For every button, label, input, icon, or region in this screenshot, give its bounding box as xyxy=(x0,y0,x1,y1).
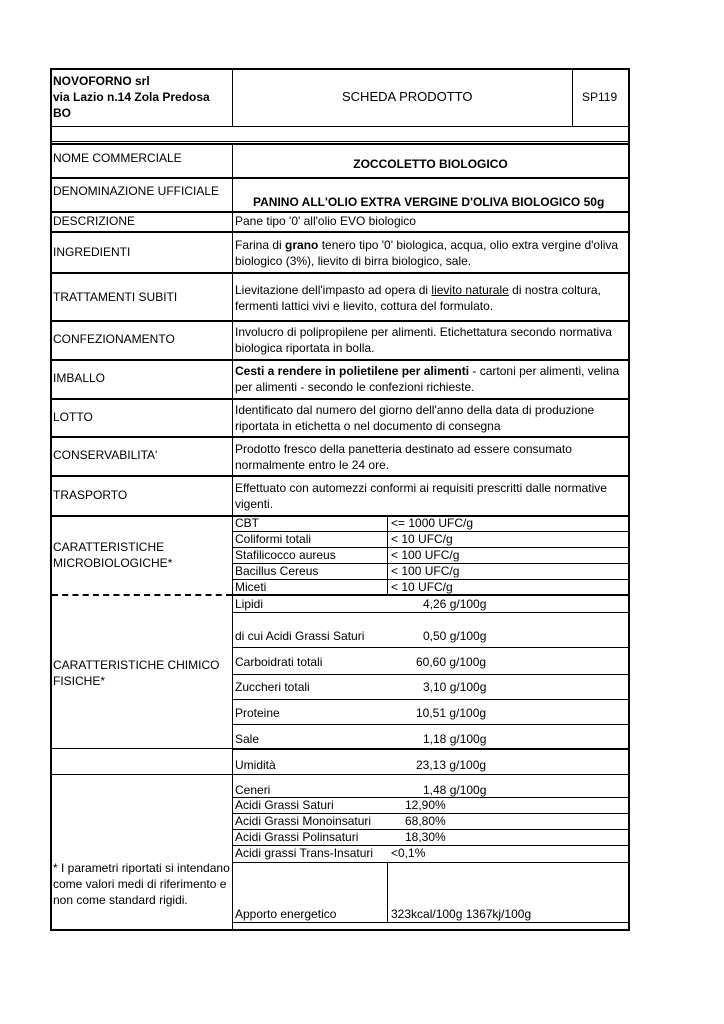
trattamenti-underlined: lievito naturale xyxy=(431,283,509,297)
descrizione-label: DESCRIZIONE xyxy=(53,214,136,228)
chem-row-value: 10,51 g/100g xyxy=(416,706,487,720)
table-border-bottom xyxy=(50,929,630,931)
row-divider xyxy=(50,211,630,213)
micro-row-name: Bacillus Cereus xyxy=(235,564,319,578)
imballo-label: IMBALLO xyxy=(53,371,106,385)
row-divider xyxy=(50,436,630,438)
chem-row-value: 1,48 g/100g xyxy=(423,783,487,797)
column-divider xyxy=(232,143,233,931)
column-divider xyxy=(387,515,388,595)
chem-row-value: 0,50 g/100g xyxy=(423,629,487,643)
chem-row-value: 12,90% xyxy=(405,798,446,812)
chem-row-name: Proteine xyxy=(235,706,280,720)
row-divider xyxy=(50,272,630,274)
trattamenti-text: Lievitazione dell'impasto ad opera di xyxy=(235,283,432,297)
imballo-bold: Cesti a rendere in polietilene per alimenti xyxy=(235,364,470,378)
chem-label: CARATTERISTICHE CHIMICO FISICHE* xyxy=(53,658,220,688)
lotto-value: Identificato dal numero del giorno dell'anno della data di produzione riportata in etichetta o nel documento di consegna xyxy=(235,403,595,433)
footnote: * I parametri riportati si intendano come valori medi di riferimento e non come standard rigidi. xyxy=(53,861,230,907)
document-code: SP119 xyxy=(582,90,618,104)
grid-line xyxy=(233,748,630,750)
chem-row-value: 60,60 g/100g xyxy=(416,655,487,669)
chem-row-name: Acidi Grassi Polinsaturi xyxy=(235,830,359,844)
table-border-right xyxy=(628,68,630,931)
micro-row-value: < 100 UFC/g xyxy=(391,548,460,562)
row-divider xyxy=(50,143,630,145)
trattamenti-value xyxy=(235,282,625,314)
row-divider xyxy=(50,359,630,361)
trattamenti-text-rest: di nostra coltura, fermenti lattici vivi e lievito, cottura del formulato. xyxy=(235,283,601,313)
ingredienti-label: INGREDIENTI xyxy=(53,245,131,259)
ingredienti-text-rest: tenero tipo '0' biologica, acqua, olio extra vergine d'oliva biologico (3%), lievito di birra biologico, sale. xyxy=(235,238,619,268)
trasporto-label: TRASPORTO xyxy=(53,488,128,502)
row-divider xyxy=(50,515,630,517)
chem-row-name: Acidi grassi Trans-Insaturi xyxy=(235,846,374,860)
imballo-text-rest: - cartoni per alimenti, velina per alimenti - secondo le confezioni richieste. xyxy=(235,364,620,394)
chem-row-name: Umidità xyxy=(235,758,276,772)
chem-row-value: 3,10 g/100g xyxy=(423,680,487,694)
descrizione-value: Pane tipo '0' all'olio EVO biologico xyxy=(235,214,416,228)
chem-row-name: Lipidi xyxy=(235,597,264,611)
grid-line xyxy=(233,862,630,863)
grid-line xyxy=(233,724,630,725)
grid-line xyxy=(233,922,630,923)
imballo-value xyxy=(235,363,625,395)
trattamenti-label: TRATTAMENTI SUBITI xyxy=(53,290,178,304)
chem-row-value: 1,18 g/100g xyxy=(423,732,487,746)
chem-row-value: 4,26 g/100g xyxy=(423,597,487,611)
micro-row-name: CBT xyxy=(235,516,259,530)
micro-label: CARATTERISTICHE MICROBIOLOGICHE* xyxy=(53,540,173,570)
confezionamento-label: CONFEZIONAMENTO xyxy=(53,332,175,346)
document-title: SCHEDA PRODOTTO xyxy=(342,89,473,104)
micro-row-name: Coliformi totali xyxy=(235,532,312,546)
chem-row-value: 23,13 g/100g xyxy=(416,758,487,772)
nome-commerciale-value: ZOCCOLETTO BIOLOGICO xyxy=(353,157,508,171)
micro-row-value: < 100 UFC/g xyxy=(391,564,460,578)
ingredienti-value xyxy=(235,237,625,269)
grid-line xyxy=(233,612,630,613)
micro-row-name: Stafilicocco aureus xyxy=(235,548,336,562)
confezionamento-value: Involucro di polipropilene per alimenti. Etichettatura secondo normativa biologica riportata in bolla. xyxy=(235,325,612,355)
ingredienti-text: Farina di xyxy=(235,238,286,252)
chem-row-value: <0,1% xyxy=(391,846,426,860)
column-divider xyxy=(232,68,233,126)
company-name: NOVOFORNO srl xyxy=(53,74,150,88)
column-divider xyxy=(572,68,573,126)
row-divider xyxy=(50,177,630,179)
chem-row-value: 323kcal/100g 1367kj/100g xyxy=(391,907,532,921)
company-address: via Lazio n.14 Zola Predosa xyxy=(53,90,210,104)
micro-row-value: < 10 UFC/g xyxy=(391,580,453,594)
row-divider xyxy=(50,231,630,233)
row-divider xyxy=(50,475,630,477)
conservabilita-value: Prodotto fresco della panetteria destinato ad essere consumato normalmente entro le 24 ore. xyxy=(235,442,572,472)
lotto-label: LOTTO xyxy=(53,410,93,424)
row-divider xyxy=(50,126,630,127)
chem-row-name: Zuccheri totali xyxy=(235,680,310,694)
grid-line xyxy=(233,699,630,700)
chem-row-name: Sale xyxy=(235,732,260,746)
company-city: BO xyxy=(53,106,71,120)
grid-line xyxy=(233,647,630,648)
chem-row-value: 18,30% xyxy=(405,830,446,844)
row-divider xyxy=(50,320,630,322)
row-divider xyxy=(50,774,233,775)
micro-row-value: <= 1000 UFC/g xyxy=(391,516,474,530)
denominazione-label: DENOMINAZIONE UFFICIALE xyxy=(53,184,220,198)
conservabilita-label: CONSERVABILITA' xyxy=(53,448,158,462)
denominazione-value: PANINO ALL'OLIO EXTRA VERGINE D'OLIVA BIOLOGICO 50g xyxy=(253,195,605,209)
dashed-separator xyxy=(52,594,232,596)
micro-row-value: < 10 UFC/g xyxy=(391,532,453,546)
chem-row-name: Carboidrati totali xyxy=(235,655,323,669)
nome-commerciale-label: NOME COMMERCIALE xyxy=(53,151,182,165)
column-divider xyxy=(387,862,388,923)
table-border-top xyxy=(50,68,630,70)
ingredienti-bold: grano xyxy=(285,238,319,252)
chem-row-name: Apporto energetico xyxy=(235,907,337,921)
micro-row-name: Miceti xyxy=(235,580,267,594)
chem-row-name: Acidi Grassi Saturi xyxy=(235,798,334,812)
chem-row-name: Ceneri xyxy=(235,783,271,797)
trasporto-value: Effettuato con automezzi conformi ai requisiti prescritti dalle normative vigenti. xyxy=(235,481,607,511)
row-divider xyxy=(50,748,233,749)
chem-row-name: Acidi Grassi Monoinsaturi xyxy=(235,814,372,828)
chem-row-value: 68,80% xyxy=(405,814,446,828)
grid-line xyxy=(233,774,630,775)
row-divider xyxy=(50,398,630,400)
grid-line xyxy=(233,674,630,675)
table-border-left xyxy=(50,68,52,931)
row-divider xyxy=(50,141,630,142)
chem-row-name: di cui Acidi Grassi Saturi xyxy=(235,629,365,643)
